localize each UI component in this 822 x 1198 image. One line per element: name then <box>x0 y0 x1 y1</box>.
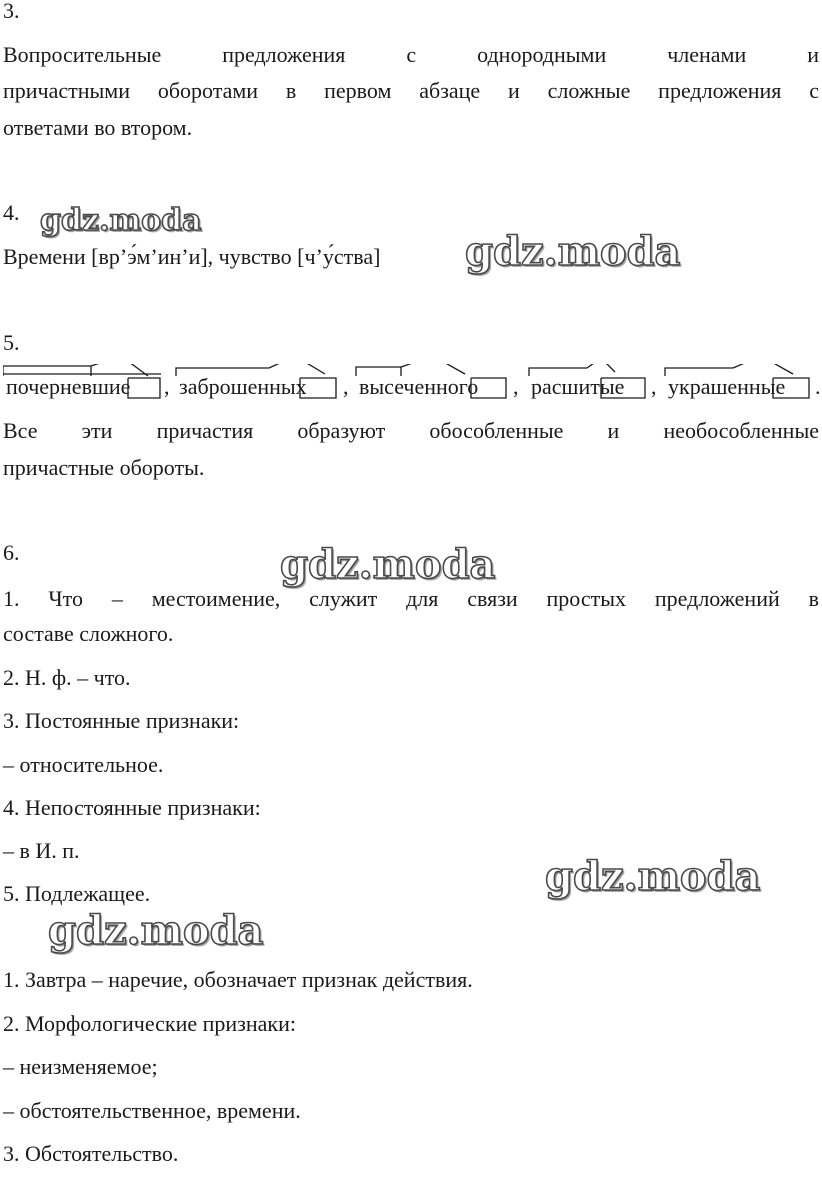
task-6-number: 6. <box>3 540 20 565</box>
participle-word: расшитые <box>531 374 625 399</box>
task-6-part-2-line: 3. Обстоятельство. <box>3 1141 179 1166</box>
participle-word: украшенные <box>668 374 786 399</box>
suffix-mark <box>587 364 615 372</box>
task-6-part-1-line: 5. Подлежащее. <box>3 881 151 906</box>
task-4-transcription: Времени [вр’э́м’ин’и], чувство [ч’у́ства] <box>3 244 381 269</box>
task-6-part-1-line: 4. Непостоянные признаки: <box>3 795 261 820</box>
task-6-part-1-line: 3. Постоянные признаки: <box>3 708 240 733</box>
suffix-mark <box>733 364 793 374</box>
task-6-part-1-line: составе сложного. <box>3 621 174 646</box>
ending-box <box>128 378 160 398</box>
task-6-part-2-line: 1. Завтра – наречие, обозначает признак действия. <box>3 967 473 992</box>
task-4-number: 4. <box>3 200 20 225</box>
watermark: gdz.moda <box>465 228 681 275</box>
separator: , <box>513 374 519 399</box>
suffix-mark <box>269 364 325 374</box>
morpheme-analysis-row <box>3 364 822 404</box>
separator: . <box>815 374 821 399</box>
task-3-number: 3. <box>3 0 20 23</box>
task-3-line-1: Вопросительные предложения с однородными членами и <box>3 42 819 67</box>
task-6-part-2-line: – обстоятельственное, времени. <box>3 1098 301 1123</box>
separator: , <box>164 374 170 399</box>
suffix-mark <box>401 364 465 374</box>
task-3-line-2: причастными оборотами в первом абзаце и сложные предложения с <box>3 78 819 103</box>
participle-word: заброшенных <box>179 374 307 399</box>
watermark: gdz.moda <box>545 853 761 900</box>
task-6-part-2-line: – неизменяемое; <box>3 1054 158 1079</box>
task-5-number: 5. <box>3 330 20 355</box>
task-6-part-1-line: 1. Что – местоимение, служит для связи простых предложений в <box>3 586 819 611</box>
task-5-line-1: Все эти причастия образуют обособленные и необособленные <box>3 418 819 443</box>
watermark: gdz.moda <box>40 203 202 238</box>
task-5-line-2: причастные обороты. <box>3 455 205 480</box>
watermark: gdz.moda <box>48 907 264 954</box>
task-6-part-2-line: 2. Морфологические признаки: <box>3 1011 296 1036</box>
participle-word: почерневшие <box>6 374 131 399</box>
separator: , <box>343 374 349 399</box>
watermark: gdz.moda <box>280 541 496 588</box>
separator: , <box>651 374 657 399</box>
task-6-part-1-line: – в И. п. <box>3 838 80 863</box>
task-6-part-1-line: – относительное. <box>3 752 164 777</box>
participle-word: высеченного <box>359 374 479 399</box>
task-6-part-1-line: 2. Н. ф. – что. <box>3 665 131 690</box>
task-3-line-3: ответами во втором. <box>3 115 193 140</box>
